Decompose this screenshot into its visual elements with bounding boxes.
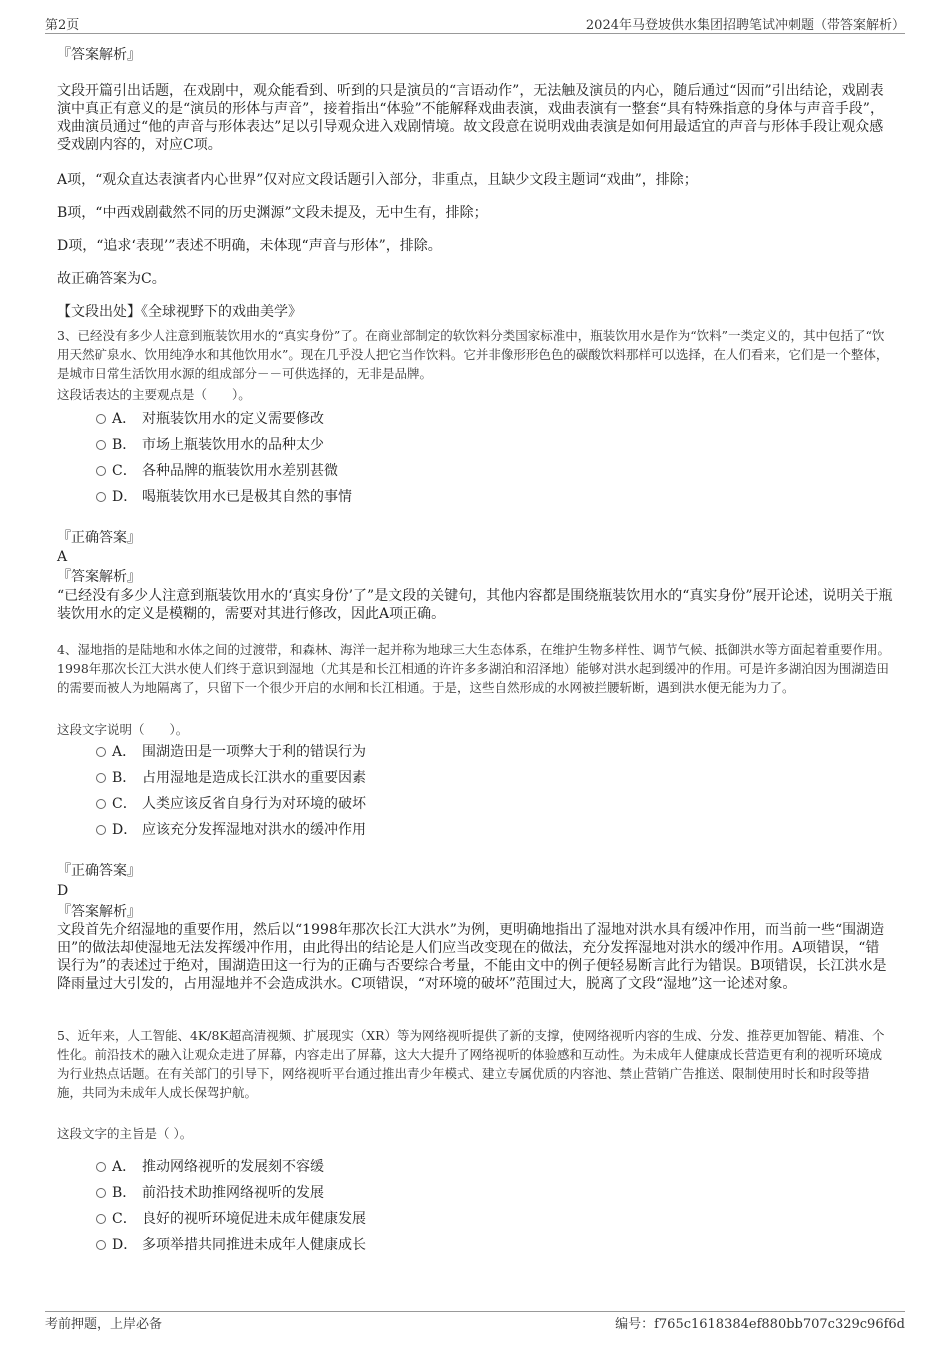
q5-stem: 5、近年来，人工智能、4K/8K超高清视频、扩展现实（XR）等为网络视听提供了新的支撑，使网络视听内容的生成、分发、推荐更加智能、精准、个性化。前沿技术的融入让观众走进了屏幕，内容走出了屏幕，这大大提升了网络视听的体验感和互动性。为未成年人健康成长营造更有利的视听环境成为行业热点话题。在有关部门的引导下，网络视听平台通过推出青少年模式、建立专属优质的内容池、禁止营销广告推送、限制使用时长和时段等措施，共同为未成年人成长保驾护航。: [57, 1028, 885, 1100]
radio-icon[interactable]: [96, 492, 106, 502]
q3-answer-heading: 『正确答案』: [57, 530, 141, 546]
radio-icon[interactable]: [96, 747, 106, 757]
q4-answer: D: [57, 883, 69, 899]
q4-analysis-heading: 『答案解析』: [57, 904, 141, 920]
q2-note-a: A项，“观众直达表演者内心世界”仅对应文段话题引入部分，非重点，且缺少文段主题词“戏曲”，排除；: [57, 172, 698, 188]
q4-analysis: 文段首先介绍湿地的重要作用，然后以“1998年那次长江大洪水”为例，更明确地指出了湿地对洪水具有缓冲作用，而当前一些“围湖造田”的做法却使湿地无法发挥缓冲作用，由此得出的结论是人们应当改变现在的做法，充分发挥湿地对洪水的缓冲作用。A项错误，“错误行为”的表述过于绝对，围湖造田这一行为的正确与否要综合考量，不能由文中的例子便轻易断言此行为错误。B项错误，长江洪水是降雨量过大引发的，占用湿地并不会造成洪水。C项错误，“对环境的破坏”范围过大，脱离了文段“湿地”这一论述对象。: [57, 922, 887, 992]
radio-icon[interactable]: [96, 1188, 106, 1198]
radio-icon[interactable]: [96, 1214, 106, 1224]
q3-option-a[interactable]: A． 对瓶装饮用水的定义需要修改: [96, 410, 324, 428]
q2-note-b: B项，“中西戏剧截然不同的历史渊源”文段未提及，无中生有，排除；: [57, 205, 488, 221]
q2-note-d: D项，“追求‘表现’”表述不明确，未体现“声音与形体”，排除。: [57, 238, 442, 254]
q4-option-a[interactable]: A． 围湖造田是一项弊大于利的错误行为: [96, 743, 366, 761]
q5-option-c[interactable]: C． 良好的视听环境促进未成年健康发展: [96, 1210, 366, 1228]
q5-prompt: 这段文字的主旨是（ ）。: [57, 1126, 193, 1141]
q4-option-b[interactable]: B． 占用湿地是造成长江洪水的重要因素: [96, 769, 366, 787]
q4-option-d[interactable]: D． 应该充分发挥湿地对洪水的缓冲作用: [96, 821, 366, 839]
q4-stem: 4、湿地指的是陆地和水体之间的过渡带，和森林、海洋一起并称为地球三大生态体系，在维护生物多样性、调节气候、抵御洪水等方面起着重要作用。1998年那次长江大洪水使人们终于意识到湿地（尤其是和长江相通的许许多多湖泊和沼泽地）能够对洪水起到缓冲的作用。可是许多湖泊因为围湖造田的需要而被人为地隔离了，只留下一个很少开启的水闸和长江相通。于是，这些自然形成的水网被拦腰斩断，遇到洪水便无能为力了。: [57, 642, 890, 695]
q3-option-d[interactable]: D． 喝瓶装饮用水已是极其自然的事情: [96, 488, 352, 506]
page-number: 第2页: [45, 18, 80, 33]
radio-icon[interactable]: [96, 1240, 106, 1250]
q3-option-b[interactable]: B． 市场上瓶装饮用水的品种太少: [96, 436, 324, 454]
q5-option-a[interactable]: A． 推动网络视听的发展刻不容缓: [96, 1158, 324, 1176]
document-title: 2024年马登坡供水集团招聘笔试冲刺题（带答案解析）: [585, 18, 905, 33]
q5-option-b[interactable]: B． 前沿技术助推网络视听的发展: [96, 1184, 324, 1202]
radio-icon[interactable]: [96, 414, 106, 424]
q3-prompt: 这段话表达的主要观点是（ ）。: [57, 387, 251, 402]
q3-analysis-heading: 『答案解析』: [57, 569, 141, 585]
page-footer: [45, 1313, 905, 1333]
q4-option-c[interactable]: C． 人类应该反省自身行为对环境的破坏: [96, 795, 366, 813]
radio-icon[interactable]: [96, 1162, 106, 1172]
page-header: [45, 14, 905, 34]
document-id: 编号：f765c1618384ef880bb707c329c96f6d: [615, 1317, 905, 1332]
q5-option-d[interactable]: D． 多项举措共同推进未成年人健康成长: [96, 1236, 366, 1254]
footer-divider: [45, 1311, 905, 1312]
q3-option-c[interactable]: C． 各种品牌的瓶装饮用水差别甚微: [96, 462, 338, 480]
radio-icon[interactable]: [96, 773, 106, 783]
q4-prompt: 这段文字说明（ ）。: [57, 722, 189, 737]
header-divider: [45, 33, 905, 34]
q2-source: 【文段出处】《全球视野下的戏曲美学》: [57, 304, 302, 320]
q2-analysis-heading: 『答案解析』: [57, 47, 141, 63]
q4-answer-heading: 『正确答案』: [57, 863, 141, 879]
q2-analysis-text: 文段开篇引出话题，在戏剧中，观众能看到、听到的只是演员的“言语动作”，无法触及演员的内心，随后通过“因而”引出结论，戏剧表演中真正有意义的是“演员的形体与声音”，接着指出“体验”不能解释戏曲表演，戏曲表演有一整套“具有特殊指意的身体与声音手段”，戏曲演员通过“他的声音与形体表达”足以引导观众进入戏剧情境。故文段意在说明戏曲表演是如何用最适宜的声音与形体手段让观众感受戏剧内容的，对应C项。: [57, 83, 884, 153]
q2-conclusion: 故正确答案为C。: [57, 271, 166, 287]
radio-icon[interactable]: [96, 825, 106, 835]
q3-stem: 3、已经没有多少人注意到瓶装饮用水的“真实身份”了。在商业部制定的软饮料分类国家标准中，瓶装饮用水是作为“饮料”一类定义的，其中包括了“饮用天然矿泉水、饮用纯净水和其他饮用水”。现在几乎没人把它当作饮料。它并非像形形色色的碳酸饮料那样可以选择，在人们看来，它们是一个整体，是城市日常生活饮用水源的组成部分－－可供选择的，无非是品牌。: [57, 328, 889, 381]
radio-icon[interactable]: [96, 799, 106, 809]
q3-answer: A: [57, 549, 68, 565]
radio-icon[interactable]: [96, 440, 106, 450]
q3-analysis: “已经没有多少人注意到瓶装饮用水的‘真实身份’了”是文段的关键句，其他内容都是围绕瓶装饮用水的“真实身份”展开论述，说明关于瓶装饮用水的定义是模糊的，需要对其进行修改，因此A项正确。: [57, 588, 893, 622]
footer-slogan: 考前押题，上岸必备: [45, 1317, 163, 1332]
radio-icon[interactable]: [96, 466, 106, 476]
